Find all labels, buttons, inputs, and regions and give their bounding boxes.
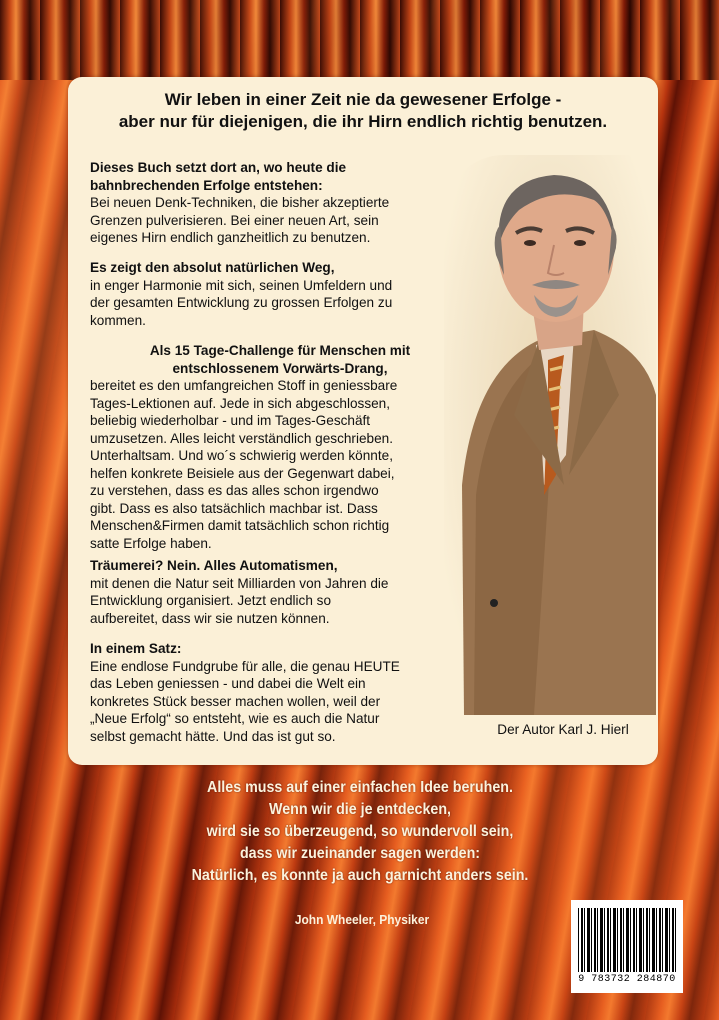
section-3-line: bereitet es den umfangreichen Stoff in geniessbare	[90, 378, 398, 393]
quote-line: Wenn wir die je entdecken,	[268, 801, 451, 818]
section-1-line: eigenes Hirn endlich ganzheitlich zu benutzen.	[90, 230, 371, 245]
section-3-heading-2: entschlossenem Vorwärts-Drang,	[172, 360, 388, 376]
section-4	[90, 557, 470, 627]
section-4-line: mit denen die Natur seit Milliarden von Jahren die	[90, 575, 389, 591]
curtain-top-stripes	[0, 0, 719, 80]
section-3-line: helfen konkrete Beisiele aus der Gegenwart dabei,	[90, 465, 395, 481]
section-3-line: Unterhaltsam. Und wo´s schwierig werden könnte,	[90, 448, 393, 463]
section-5-line: Eine endlose Fundgrube für alle, die genau HEUTE	[90, 658, 400, 674]
author-photo	[444, 155, 656, 715]
section-1-line: Grenzen pulverisieren. Bei einer neuen Art, sein	[90, 212, 379, 228]
section-5-line: „Neue Erfolg“ so entsteht, wie es auch die Natur	[90, 711, 380, 726]
section-5-line: konkretes Stück besser machen wollen, weil der	[90, 693, 381, 709]
quote-line: dass wir zueinander sagen werden:	[239, 845, 481, 862]
quote-author: John Wheeler, Physiker	[294, 912, 430, 927]
section-1-line: Bei neuen Denk-Techniken, die bisher akzeptierte	[90, 195, 390, 210]
quote-line: Natürlich, es konnte ja auch garnicht anders sein.	[191, 867, 529, 884]
section-1-heading-2: bahnbrechenden Erfolge entstehen:	[90, 177, 323, 193]
section-4-line: Entwicklung organisiert. Jetzt endlich so	[90, 593, 332, 608]
barcode	[571, 900, 683, 993]
section-3-line: umzusetzen. Alles leicht verständlich geschrieben.	[90, 430, 393, 446]
section-2-line: kommen.	[90, 312, 146, 328]
section-3-line: gibt. Dass es also tatsächlich machbar ist. Dass	[90, 500, 378, 516]
section-5-line: das Leben geniessen - und dabei die Welt ein	[90, 676, 366, 691]
section-3	[90, 342, 470, 552]
section-2-line: in enger Harmonie mit sich, seinen Umfeldern und	[90, 277, 393, 293]
section-1	[90, 159, 470, 247]
barcode-isbn: 9 783732 284870	[578, 974, 676, 985]
section-3-heading-1: Als 15 Tage-Challenge für Menschen mit	[149, 343, 411, 358]
section-2	[90, 259, 470, 329]
headline-line-1: Wir leben in einer Zeit nie da gewesener Erfolge -	[164, 90, 562, 109]
section-3-line: Menschen&Firmen damit tatsächlich schon richtig	[90, 518, 390, 533]
author-caption: Der Autor Karl J. Hierl	[497, 722, 629, 737]
section-3-line: beliebig wiederholbar - und im Tages-Geschäft	[90, 413, 371, 428]
barcode-bars	[578, 908, 676, 972]
author-portrait-illustration	[444, 155, 656, 715]
section-4-heading: Träumerei? Nein. Alles Automatismen,	[90, 558, 338, 573]
section-4-line: aufbereitet, dass wir sie nutzen können.	[90, 610, 330, 626]
section-1-heading-1: Dieses Buch setzt dort an, wo heute die	[90, 160, 347, 175]
section-3-line: Tages-Lektionen auf. Jede in sich abgeschlossen,	[90, 395, 391, 411]
section-5-line: selbst gemacht hätte. Und das ist gut so.	[90, 728, 336, 744]
section-2-line: der gesamten Entwicklung zu grossen Erfolgen zu	[90, 295, 393, 310]
headline	[68, 89, 658, 133]
quote-line: wird sie so überzeugend, so wundervoll sein,	[206, 823, 514, 840]
quote	[158, 777, 563, 887]
section-3-line: satte Erfolge haben.	[90, 535, 212, 551]
section-5-heading: In einem Satz:	[90, 641, 182, 656]
section-3-line: zu verstehen, dass es das alles schon irgendwo	[90, 483, 379, 498]
section-2-heading: Es zeigt den absolut natürlichen Weg,	[90, 260, 335, 275]
section-5	[90, 640, 470, 745]
quote-line: Alles muss auf einer einfachen Idee beruhen.	[207, 779, 513, 796]
headline-line-2: aber nur für diejenigen, die ihr Hirn endlich richtig benutzen.	[118, 112, 608, 131]
